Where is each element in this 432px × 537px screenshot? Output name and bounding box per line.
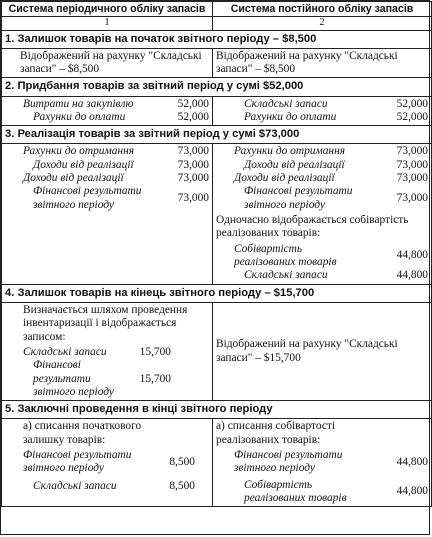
- section-5-body: [2, 419, 432, 507]
- entry-account: Складські запаси: [244, 269, 328, 282]
- entry-account: Собівартість реалізованих товарів: [234, 242, 337, 269]
- journal-entry: [216, 172, 428, 185]
- section-3-right-note: Одночасно відображається собівартість реалізованих товарів:: [216, 214, 409, 240]
- section-4-body: [2, 302, 432, 400]
- entry-account: Рахунки до оплати: [244, 110, 337, 123]
- entry-amount: 44,800: [396, 249, 428, 262]
- section-4-left-note: Визначається шляхом проведення інвентаризації і відображається записом:: [23, 303, 188, 343]
- entry-amount: 8,500: [169, 479, 195, 492]
- journal-entry: [5, 185, 209, 212]
- entry-account: Рахунки до отримання: [234, 145, 346, 158]
- entry-account: Доходи від реалізації: [234, 172, 335, 185]
- entry-amount: 73,000: [177, 145, 209, 158]
- column-number-2: 2: [213, 17, 432, 30]
- section-2-title-row: [2, 78, 432, 96]
- entry-account: Складські запаси: [33, 479, 117, 492]
- entry-account: Фінансові результати звітного періоду: [23, 449, 132, 475]
- entry-account: Витрати на закупівлю: [23, 97, 134, 110]
- section-5-title-row: [2, 401, 432, 419]
- section-1-title: 1. Залишок товарів на початок звітного періоду – $8,500: [2, 30, 432, 48]
- entry-amount: 44,800: [396, 455, 428, 468]
- journal-entry: [216, 185, 428, 212]
- journal-entry: [5, 172, 209, 185]
- entry-account: Доходи від реалізації: [23, 172, 124, 185]
- journal-entry: [5, 111, 209, 124]
- entry-amount: 73,000: [177, 192, 209, 205]
- entry-account: Доходи від реалізації: [244, 158, 345, 171]
- entry-account: Собівартість реалізованих товарів: [244, 478, 347, 505]
- entry-account: Складські запаси: [244, 97, 328, 110]
- section-3-right: [213, 144, 432, 284]
- journal-entry: [216, 145, 428, 158]
- journal-entry: [5, 98, 209, 111]
- header-perpetual: Система постійного обліку запасів: [213, 2, 432, 17]
- section-1-body: [2, 48, 432, 78]
- journal-entry: [5, 346, 209, 359]
- column-number-row: [2, 17, 432, 30]
- journal-entry: [216, 159, 428, 172]
- journal-entry: [216, 111, 428, 124]
- section-1-left: Відображений на рахунку "Складські запаси" – $8,500: [2, 48, 213, 78]
- entry-account: Фінансові результати звітного періоду: [33, 185, 142, 211]
- section-5-left: [2, 419, 213, 507]
- section-4-left: [2, 302, 213, 400]
- section-5-right: [213, 419, 432, 507]
- journal-entry: [5, 159, 209, 172]
- section-5-left-note: а) списання початкового залишку товарів:: [23, 420, 142, 446]
- journal-entry: [216, 98, 428, 111]
- entry-amount: 52,000: [177, 110, 209, 123]
- entry-amount: 15,700: [139, 345, 171, 358]
- journal-entry: [5, 359, 209, 399]
- journal-entry: [5, 145, 209, 158]
- section-3-title: 3. Реалізація товарів за звітний період у сумі $73,000: [2, 126, 432, 144]
- entry-amount: 8,500: [169, 455, 195, 468]
- section-5-title: 5. Заключні проведення в кінці звітного періоду: [2, 401, 432, 419]
- journal-entry: [216, 269, 428, 282]
- journal-entry: [216, 449, 428, 476]
- section-1-right: Відображений на рахунку "Складські запаси" – $8,500: [213, 48, 432, 78]
- section-4-title: 4. Залишок товарів на кінець звітного періоду – $15,700: [2, 284, 432, 302]
- header-row: [2, 2, 432, 17]
- section-2-body: [2, 96, 432, 126]
- column-number-1: 1: [2, 17, 213, 30]
- entry-amount: 73,000: [396, 145, 428, 158]
- entry-account: Рахунки до оплати: [33, 110, 126, 123]
- journal-entry: [5, 449, 209, 476]
- entry-account: Доходи від реалізації: [33, 158, 134, 171]
- entry-amount: 44,800: [396, 269, 428, 282]
- section-3-left: [2, 144, 213, 284]
- inventory-systems-table: [1, 1, 432, 507]
- entry-account: Рахунки до отримання: [23, 145, 135, 158]
- entry-amount: 73,000: [396, 172, 428, 185]
- section-2-left: [2, 96, 213, 126]
- entry-amount: 52,000: [177, 97, 209, 110]
- entry-amount: 44,800: [396, 485, 428, 498]
- entry-account: Фінансові результати звітного періоду: [244, 185, 353, 211]
- section-3-title-row: [2, 126, 432, 144]
- entry-amount: 15,700: [139, 372, 171, 385]
- section-3-body: [2, 144, 432, 284]
- journal-entry: [5, 480, 209, 493]
- section-2-title: 2. Придбання товарів за звітний період у сумі $52,000: [2, 78, 432, 96]
- entry-amount: 52,000: [396, 110, 428, 123]
- section-5-right-note: а) списання собівартості реалізованих товарів:: [216, 420, 336, 446]
- entry-account: Фінансові результати звітного періоду: [234, 449, 343, 475]
- entry-amount: 73,000: [177, 158, 209, 171]
- entry-amount: 73,000: [177, 172, 209, 185]
- section-2-right: [213, 96, 432, 126]
- section-4-right: Відображений на рахунку "Складські запаси" – $15,700: [213, 302, 432, 400]
- entry-account: Фінансові результати звітного періоду: [33, 359, 114, 398]
- entry-amount: 73,000: [396, 158, 428, 171]
- journal-entry: [216, 479, 428, 506]
- entry-amount: 73,000: [396, 192, 428, 205]
- entry-amount: 52,000: [396, 97, 428, 110]
- section-4-title-row: [2, 284, 432, 302]
- header-periodic: Система періодичного обліку запасів: [2, 2, 213, 17]
- journal-entry: [216, 243, 428, 270]
- section-1-title-row: [2, 30, 432, 48]
- entry-account: Складські запаси: [23, 345, 107, 358]
